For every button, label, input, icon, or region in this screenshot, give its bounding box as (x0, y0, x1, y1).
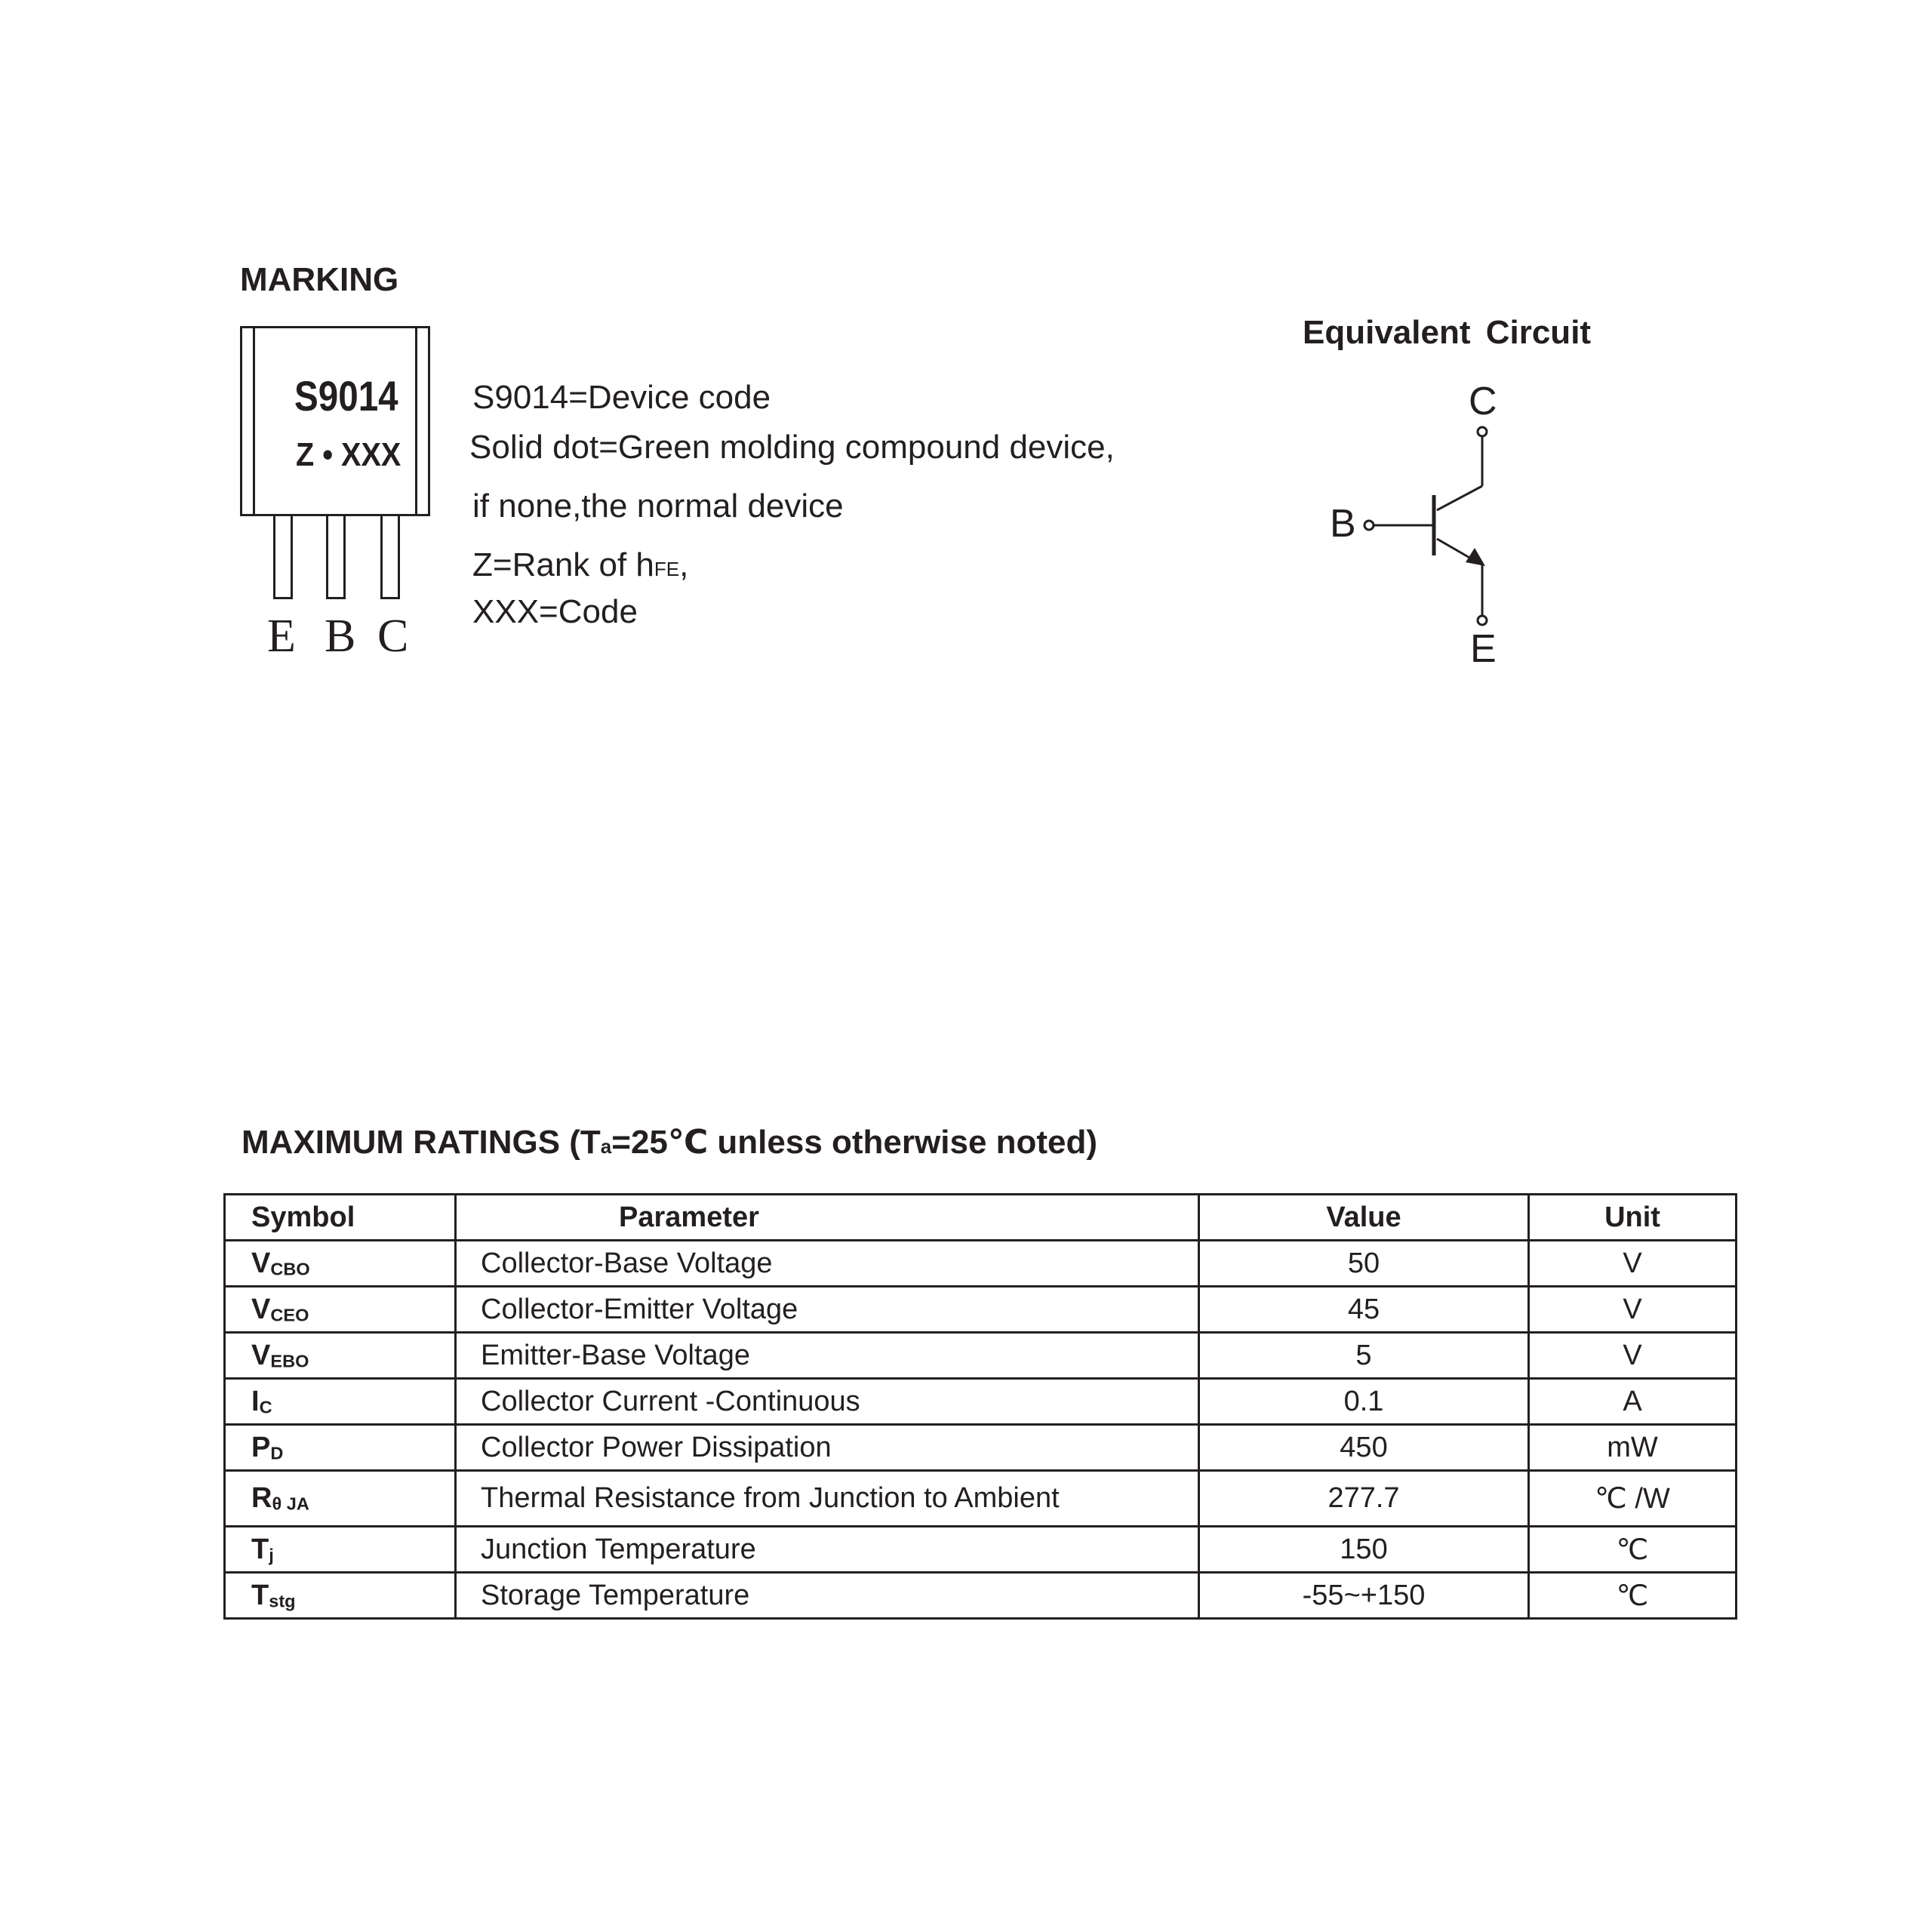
value-cell: -55~+150 (1199, 1573, 1529, 1619)
symbol-cell: VEBO (225, 1333, 456, 1379)
package-edge-right (415, 328, 417, 514)
emitter-terminal-circle (1478, 616, 1487, 625)
marking-line-rank: Z=Rank of hFE, (472, 546, 689, 583)
circuit-label-collector: C (1469, 380, 1497, 423)
package-outline (240, 326, 430, 516)
pin-label-e: E (267, 611, 296, 662)
symbol-cell: Tstg (225, 1573, 456, 1619)
parameter-cell: Thermal Resistance from Junction to Ambient (456, 1471, 1199, 1527)
parameter-cell: Collector Current -Continuous (456, 1379, 1199, 1425)
value-cell: 45 (1199, 1287, 1529, 1333)
collector-diagonal (1437, 486, 1482, 510)
unit-cell: ℃ (1529, 1527, 1737, 1573)
marking-line-code: XXX=Code (472, 593, 638, 630)
base-terminal-circle (1364, 521, 1374, 530)
package-lead-e (273, 516, 293, 599)
ratings-title: MAXIMUM RATINGS (Ta=25℃ unless otherwise noted) (242, 1124, 1098, 1161)
symbol-cell: VCBO (225, 1241, 456, 1287)
table-row (225, 1573, 1737, 1619)
package-device-code: S9014 (294, 372, 398, 420)
symbol-cell: VCEO (225, 1287, 456, 1333)
value-cell: 150 (1199, 1527, 1529, 1573)
value-cell: 450 (1199, 1425, 1529, 1471)
unit-cell: V (1529, 1241, 1737, 1287)
circuit-label-base: B (1330, 502, 1356, 546)
unit-cell: ℃ (1529, 1573, 1737, 1619)
pin-label-c: C (377, 611, 409, 662)
symbol-cell: IC (225, 1379, 456, 1425)
value-cell: 0.1 (1199, 1379, 1529, 1425)
pin-label-b: B (325, 611, 356, 662)
circuit-title: Equivalent Circuit (1303, 314, 1592, 351)
parameter-cell: Collector-Emitter Voltage (456, 1287, 1199, 1333)
table-row (225, 1471, 1737, 1527)
unit-cell: ℃ /W (1529, 1471, 1737, 1527)
table-row (225, 1527, 1737, 1573)
unit-cell: V (1529, 1333, 1737, 1379)
table-row (225, 1333, 1737, 1379)
package-rank-code: Z • XXX (296, 436, 401, 473)
parameter-cell: Storage Temperature (456, 1573, 1199, 1619)
value-cell: 277.7 (1199, 1471, 1529, 1527)
header-parameter: Parameter (456, 1195, 1199, 1241)
table-row (225, 1425, 1737, 1471)
table-row (225, 1379, 1737, 1425)
marking-title: MARKING (240, 261, 399, 298)
unit-cell: V (1529, 1287, 1737, 1333)
symbol-cell: Tj (225, 1527, 456, 1573)
parameter-cell: Collector-Base Voltage (456, 1241, 1199, 1287)
parameter-cell: Emitter-Base Voltage (456, 1333, 1199, 1379)
header-unit: Unit (1529, 1195, 1737, 1241)
value-cell: 50 (1199, 1241, 1529, 1287)
unit-cell: A (1529, 1379, 1737, 1425)
ratings-table (223, 1193, 1737, 1620)
package-lead-b (326, 516, 346, 599)
parameter-cell: Collector Power Dissipation (456, 1425, 1199, 1471)
package-edge-left (253, 328, 255, 514)
marking-line-device-code: S9014=Device code (472, 379, 771, 416)
table-row (225, 1241, 1737, 1287)
npn-transistor-symbol (1343, 408, 1524, 634)
circuit-label-emitter: E (1470, 627, 1497, 671)
symbol-cell: PD (225, 1425, 456, 1471)
parameter-cell: Junction Temperature (456, 1527, 1199, 1573)
marking-line-solid-dot: Solid dot=Green molding compound device, (469, 429, 1115, 466)
symbol-cell: Rθ JA (225, 1471, 456, 1527)
collector-terminal-circle (1478, 427, 1487, 436)
header-symbol: Symbol (225, 1195, 456, 1241)
header-value: Value (1199, 1195, 1529, 1241)
package-lead-c (380, 516, 400, 599)
marking-line-if-none: if none,the normal device (472, 488, 844, 525)
unit-cell: mW (1529, 1425, 1737, 1471)
value-cell: 5 (1199, 1333, 1529, 1379)
table-row (225, 1287, 1737, 1333)
ratings-header-row (225, 1195, 1737, 1241)
